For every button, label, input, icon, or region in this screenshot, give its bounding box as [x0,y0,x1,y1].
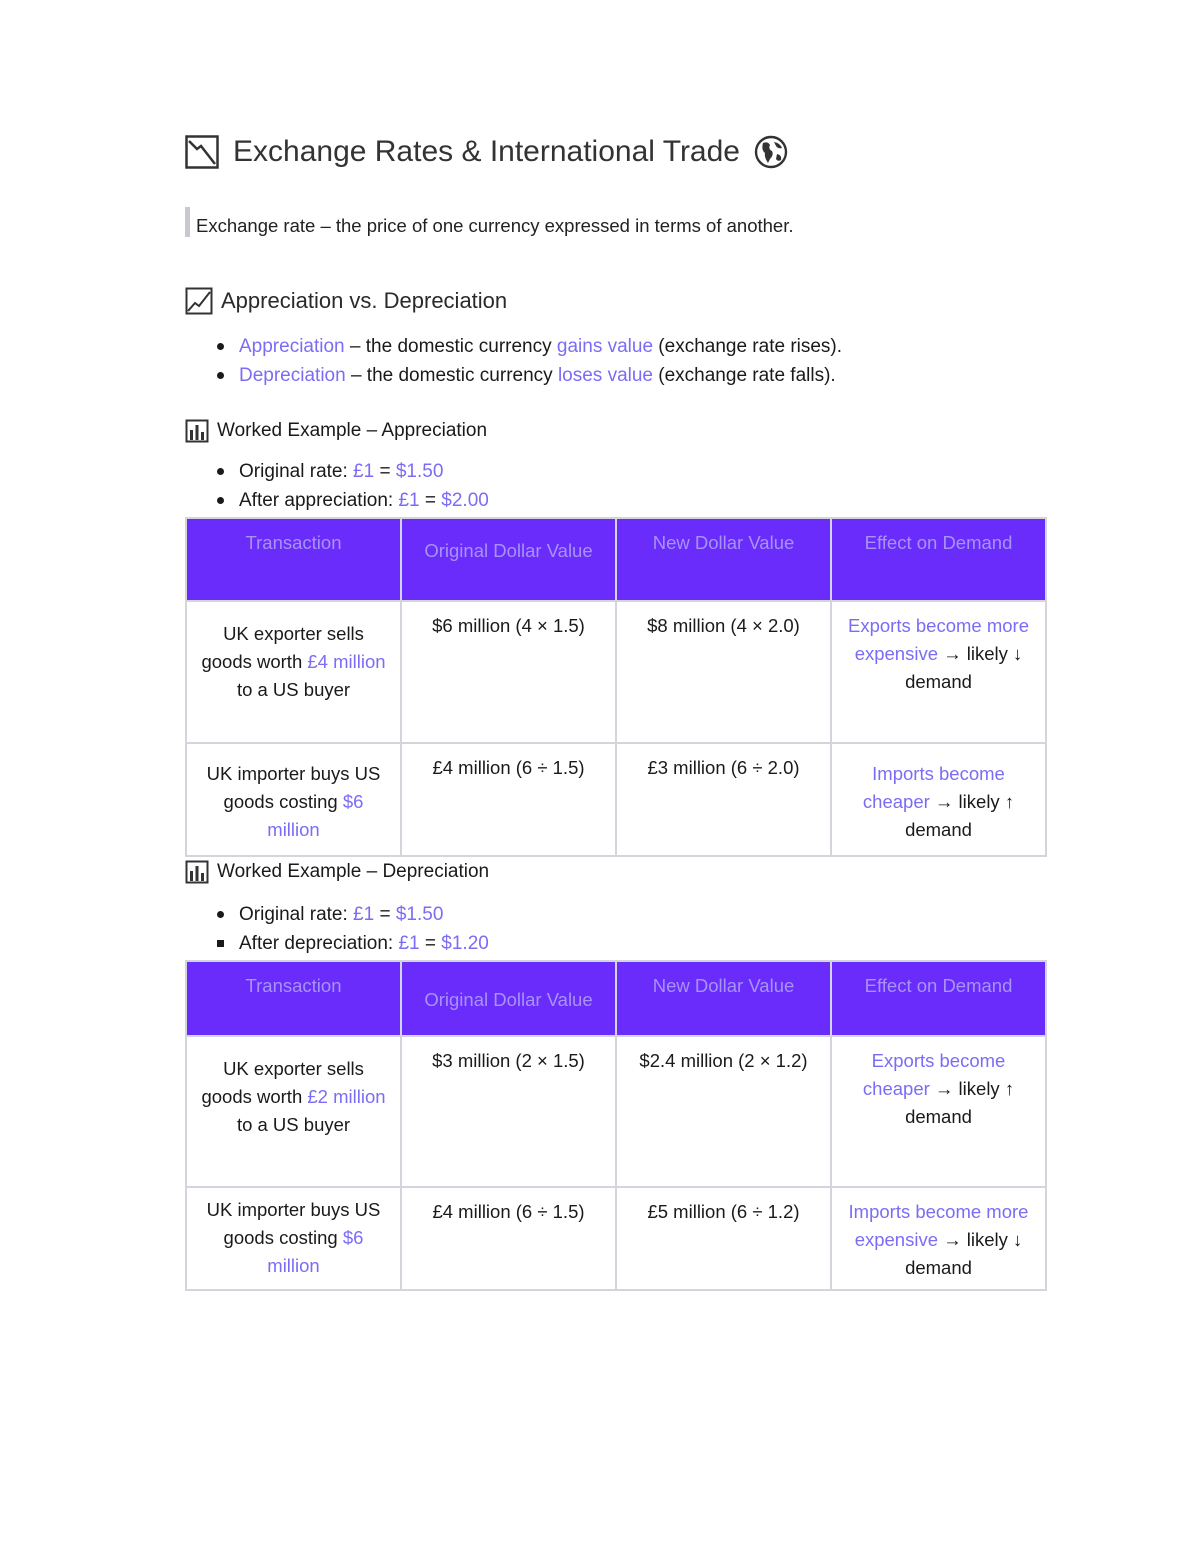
list-item: Depreciation – the domestic currency loses value (exchange rate falls). [215,361,842,390]
table-header-row [186,518,1046,601]
definition-quote [185,207,793,237]
transaction-cell: UK exporter sells goods worth £2 million to a US buyer [186,1036,401,1187]
effect-cell: Exports become more expensive → likely ↓ demand [831,601,1046,743]
transaction-cell: UK exporter sells goods worth £4 million to a US buyer [186,601,401,743]
rate-list-appreciation [215,457,489,515]
column-header: Original Dollar Value [401,961,616,1036]
bar-chart-icon [185,419,209,443]
column-header: Transaction [186,961,401,1036]
transaction-cell: UK importer buys US goods costing $6 million [186,1187,401,1290]
column-header: Transaction [186,518,401,601]
original-value-cell: £4 million (6 ÷ 1.5) [401,1187,616,1290]
table-row [186,1036,1046,1187]
bar-chart-icon [185,860,209,884]
globe-icon [754,135,788,169]
new-value-cell: £5 million (6 ÷ 1.2) [616,1187,831,1290]
effect-cell: Imports become more expensive → likely ↓ demand [831,1187,1046,1290]
column-header: New Dollar Value [616,518,831,601]
list-item: Original rate: £1 = $1.50 [215,900,489,929]
list-item: After depreciation: £1 = $1.20 [215,929,489,958]
example-heading-depreciation: Worked Example – Depreciation [185,860,489,884]
table-row [186,743,1046,856]
transaction-cell: UK importer buys US goods costing $6 million [186,743,401,856]
example-heading-appreciation: Worked Example – Appreciation [185,419,487,443]
table-header-row [186,961,1046,1036]
section-heading [185,287,507,315]
title-text: Exchange Rates & International Trade [233,135,740,168]
column-header: Original Dollar Value [401,518,616,601]
chart-decreasing-icon [185,135,219,169]
original-value-cell: $3 million (2 × 1.5) [401,1036,616,1187]
new-value-cell: £3 million (6 ÷ 2.0) [616,743,831,856]
column-header: New Dollar Value [616,961,831,1036]
rate-list-depreciation [215,900,489,958]
list-item: Appreciation – the domestic currency gains value (exchange rate rises). [215,332,842,361]
list-item: After appreciation: £1 = $2.00 [215,486,489,515]
column-header: Effect on Demand [831,518,1046,601]
chart-increasing-icon [185,287,213,315]
original-value-cell: $6 million (4 × 1.5) [401,601,616,743]
depreciation-table [185,960,1047,1291]
effect-cell: Exports become cheaper → likely ↑ demand [831,1036,1046,1187]
original-value-cell: £4 million (6 ÷ 1.5) [401,743,616,856]
section-heading-text: Appreciation vs. Depreciation [221,288,508,313]
definition-list [215,332,842,390]
table-row [186,1187,1046,1290]
new-value-cell: $2.4 million (2 × 1.2) [616,1036,831,1187]
table-row [186,601,1046,743]
new-value-cell: $8 million (4 × 2.0) [616,601,831,743]
definition-text: Exchange rate – the price of one currency expressed in terms of another. [196,215,794,236]
effect-cell: Imports become cheaper → likely ↑ demand [831,743,1046,856]
document-title [185,135,788,169]
column-header: Effect on Demand [831,961,1046,1036]
appreciation-table [185,517,1047,857]
list-item: Original rate: £1 = $1.50 [215,457,489,486]
